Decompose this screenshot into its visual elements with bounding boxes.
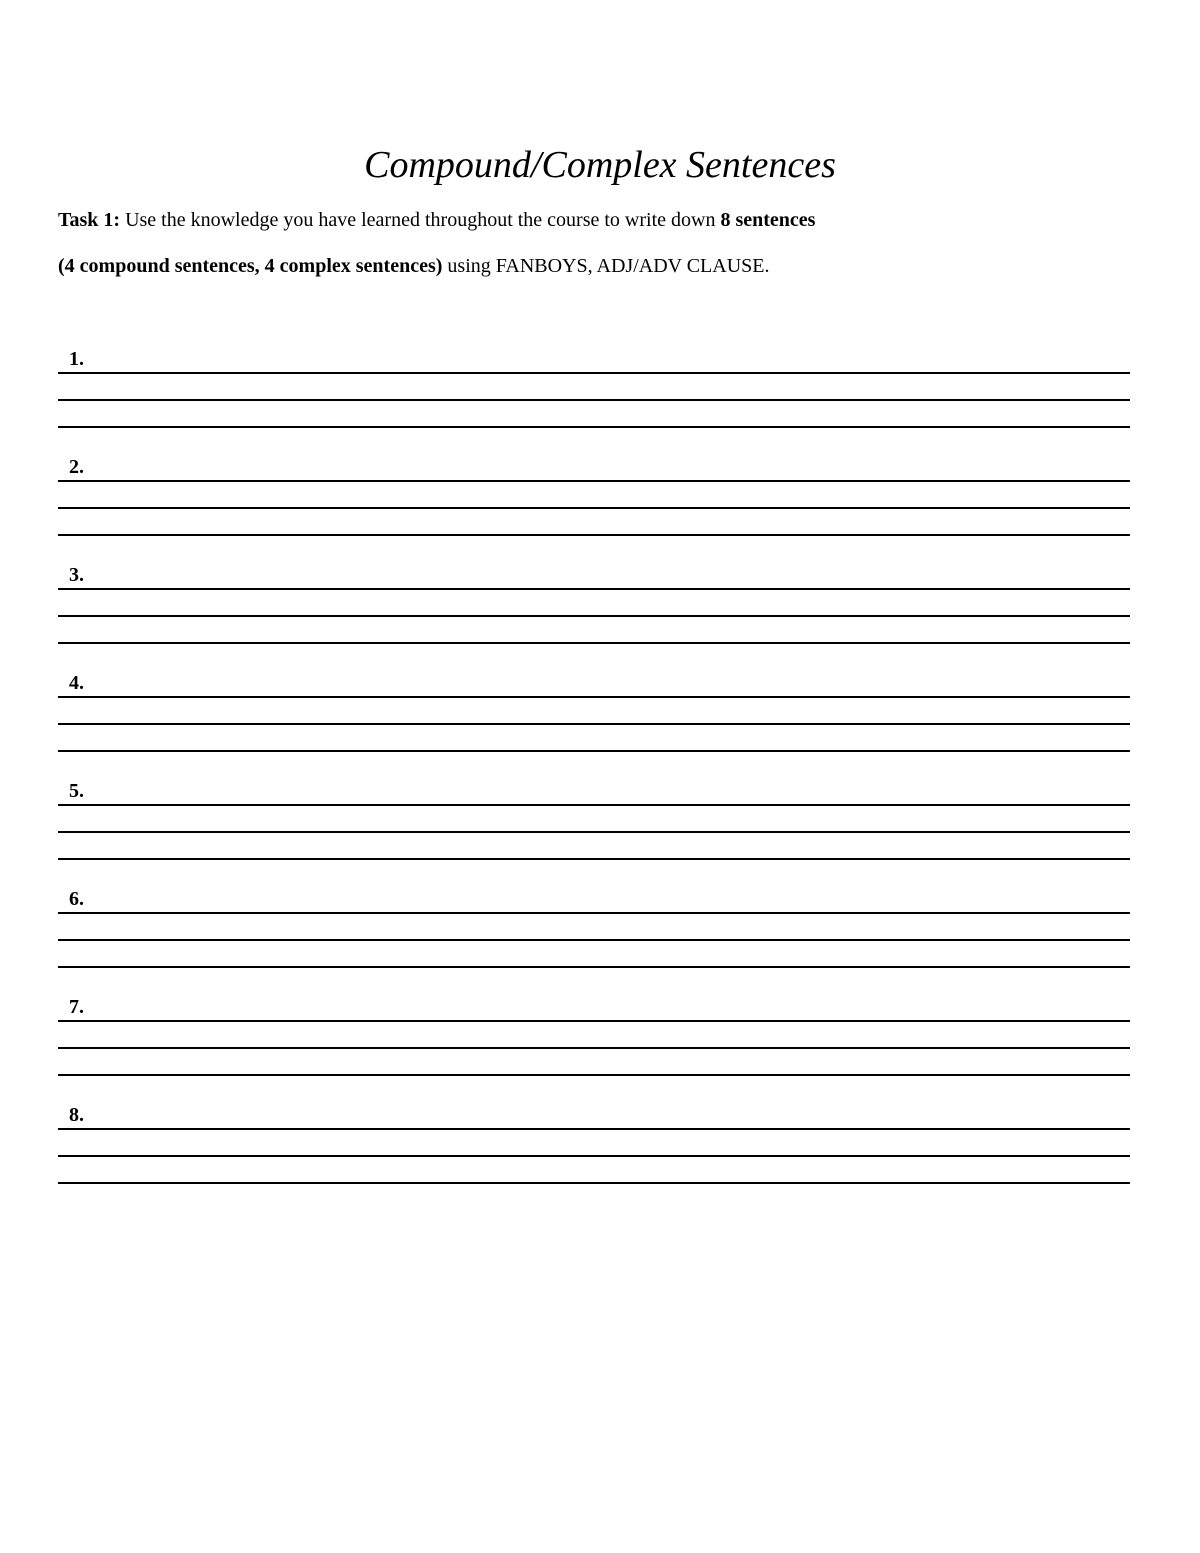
answer-line[interactable] [58, 1074, 1130, 1076]
answer-line[interactable] [58, 372, 1130, 374]
answer-item-6[interactable] [58, 888, 1130, 996]
item-number: 2. [69, 456, 84, 478]
task-instructions-line-2 [58, 252, 770, 280]
worksheet-title: Compound/Complex Sentences [364, 144, 836, 186]
item-number: 4. [69, 672, 84, 694]
answer-line[interactable] [58, 534, 1130, 536]
answer-line[interactable] [58, 1182, 1130, 1184]
answer-line[interactable] [58, 642, 1130, 644]
answer-line[interactable] [58, 615, 1130, 617]
answer-item-1[interactable] [58, 348, 1130, 456]
item-number: 7. [69, 996, 84, 1018]
answer-line[interactable] [58, 804, 1130, 806]
item-number: 1. [69, 348, 84, 370]
sentence-count: 8 sentences [720, 209, 816, 231]
answer-item-5[interactable] [58, 780, 1130, 888]
task-label: Task 1: [58, 209, 121, 231]
answer-line[interactable] [58, 912, 1130, 914]
answer-item-2[interactable] [58, 456, 1130, 564]
task-method: using FANBOYS, ADJ/ADV CLAUSE. [442, 255, 770, 277]
sentence-types: (4 compound sentences, 4 complex sentences) [58, 255, 443, 277]
answer-lines [58, 348, 1130, 1212]
item-number: 6. [69, 888, 84, 910]
answer-line[interactable] [58, 1155, 1130, 1157]
item-number: 8. [69, 1104, 84, 1126]
answer-line[interactable] [58, 588, 1130, 590]
answer-line[interactable] [58, 858, 1130, 860]
task-instructions-line-1 [58, 206, 815, 234]
answer-line[interactable] [58, 696, 1130, 698]
answer-line[interactable] [58, 426, 1130, 428]
answer-line[interactable] [58, 1047, 1130, 1049]
answer-line[interactable] [58, 939, 1130, 941]
answer-item-8[interactable] [58, 1104, 1130, 1212]
answer-line[interactable] [58, 750, 1130, 752]
answer-line[interactable] [58, 399, 1130, 401]
answer-line[interactable] [58, 480, 1130, 482]
answer-item-3[interactable] [58, 564, 1130, 672]
answer-line[interactable] [58, 723, 1130, 725]
answer-item-7[interactable] [58, 996, 1130, 1104]
item-number: 3. [69, 564, 84, 586]
answer-line[interactable] [58, 507, 1130, 509]
answer-line[interactable] [58, 1020, 1130, 1022]
answer-line[interactable] [58, 966, 1130, 968]
answer-line[interactable] [58, 831, 1130, 833]
item-number: 5. [69, 780, 84, 802]
answer-item-4[interactable] [58, 672, 1130, 780]
task-text: Use the knowledge you have learned throughout the course to write down [120, 209, 721, 231]
answer-line[interactable] [58, 1128, 1130, 1130]
